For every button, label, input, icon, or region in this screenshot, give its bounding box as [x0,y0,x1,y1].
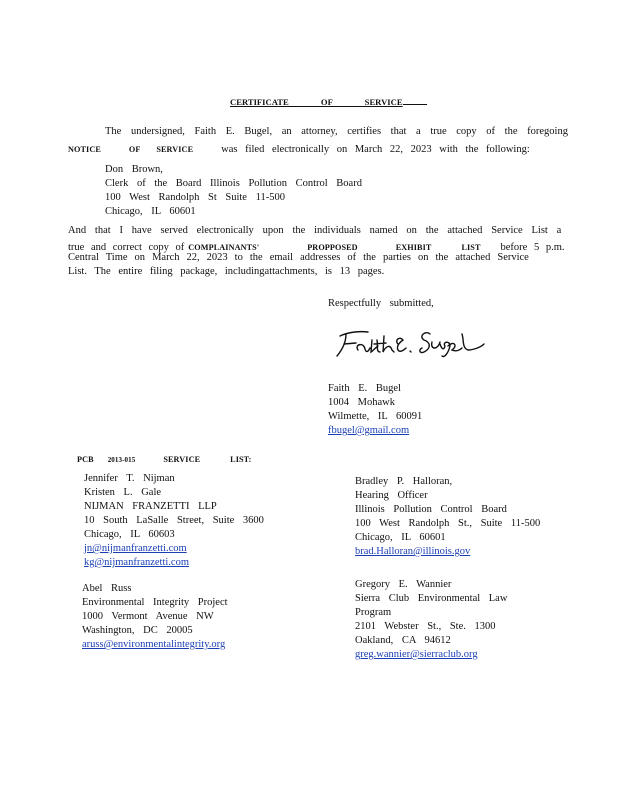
contact-line: Environmental Integrity Project [82,597,228,608]
closing-text: Respectfully submitted, [328,298,434,309]
clerk-title: Clerk of the Board Illinois Pollution Control Board [105,178,362,189]
contact-halloran [355,475,540,559]
email-link[interactable]: aruss@environmentalintegrity.org [82,639,226,650]
intro-line-2-rest: was filed electronically on March 22, 2023 with the following: [221,144,530,155]
complainants-label: COMPLAINANTS' [188,243,260,252]
contact-line: 10 South LaSalle Street, Suite 3600 [84,515,264,526]
contact-line: Bradley P. Halloran, [355,476,453,487]
email-link[interactable]: jn@nijmanfranzetti.com [84,543,187,554]
contact-line: 2101 Webster St., Ste. 1300 [355,621,496,632]
exhibit-label: EXHIBIT [395,243,432,252]
list-label: LIST [461,243,481,252]
proposed-label: PROPPOSED [307,243,358,252]
clerk-city: Chicago, IL 60601 [105,206,196,217]
email-link[interactable]: kg@nijmanfranzetti.com [84,557,190,568]
contact-russ [82,582,253,652]
signer-name: Faith E. Bugel [328,383,401,394]
service-line-1: And that I have served electronically upon the individuals named on the attached Service List a [68,225,562,236]
email-link[interactable]: brad.Halloran@illinois.gov [355,546,471,557]
contact-line: Sierra Club Environmental Law [355,593,508,604]
service-label: SERVICE [163,455,201,464]
email-link[interactable]: greg.wannier@sierraclub.org [355,649,478,660]
signer-email-link[interactable]: fbugel@gmail.com [328,425,410,436]
pcb-label: PCB [77,455,94,464]
signer-city: Wilmette, IL 60091 [328,411,423,422]
contact-line: 100 West Randolph St., Suite 11-500 [355,518,541,529]
clerk-street: 100 West Randolph St Suite 11-500 [105,192,285,203]
document-title: CERTIFICATE OF SERVICE [230,97,427,107]
signature-svg [334,322,494,362]
contact-line: Washington, DC 20005 [82,625,193,636]
service-list-heading [77,449,251,467]
contact-line: Abel Russ [82,583,132,594]
service-line-2f: before 5 p.m. [500,242,565,253]
contact-line: Hearing Officer [355,490,428,501]
contact-line: Oakland, CA 94612 [355,635,451,646]
handwritten-signature [334,322,494,362]
list-heading-label: LIST: [230,455,252,464]
of-service-label: OF SERVICE [128,145,194,154]
contact-nijman [84,472,264,570]
contact-line: 1000 Vermont Avenue NW [82,611,214,622]
contact-line: Program [355,607,392,618]
contact-line: Jennifer T. Nijman [84,473,175,484]
service-line-4: List. The entire filing package, includingattachments, is 13 pages. [68,266,385,277]
signer-block [328,382,422,438]
contact-line: Gregory E. Wannier [355,579,452,590]
signer-street: 1004 Mohawk [328,397,395,408]
contact-line: Illinois Pollution Control Board [355,504,507,515]
case-number: 2013-015 [107,456,136,464]
contact-line: NIJMAN FRANZETTI LLP [84,501,217,512]
contact-line: Chicago, IL 60603 [84,529,175,540]
service-line-2a: true and correct copy of [68,242,185,253]
intro-line-1: The undersigned, Faith E. Bugel, an attorney, certifies that a true copy of the foregoing [105,126,568,137]
service-line-3: Central Time on March 22, 2023 to the email addresses of the parties on the attached Service [68,252,529,263]
clerk-address-block [105,163,362,219]
clerk-name: Don Brown, [105,164,163,175]
contact-wannier [355,578,508,662]
contact-line: Chicago, IL 60601 [355,532,446,543]
intro-line-2 [68,139,530,157]
notice-label: NOTICE [68,145,101,154]
contact-line: Kristen L. Gale [84,487,162,498]
